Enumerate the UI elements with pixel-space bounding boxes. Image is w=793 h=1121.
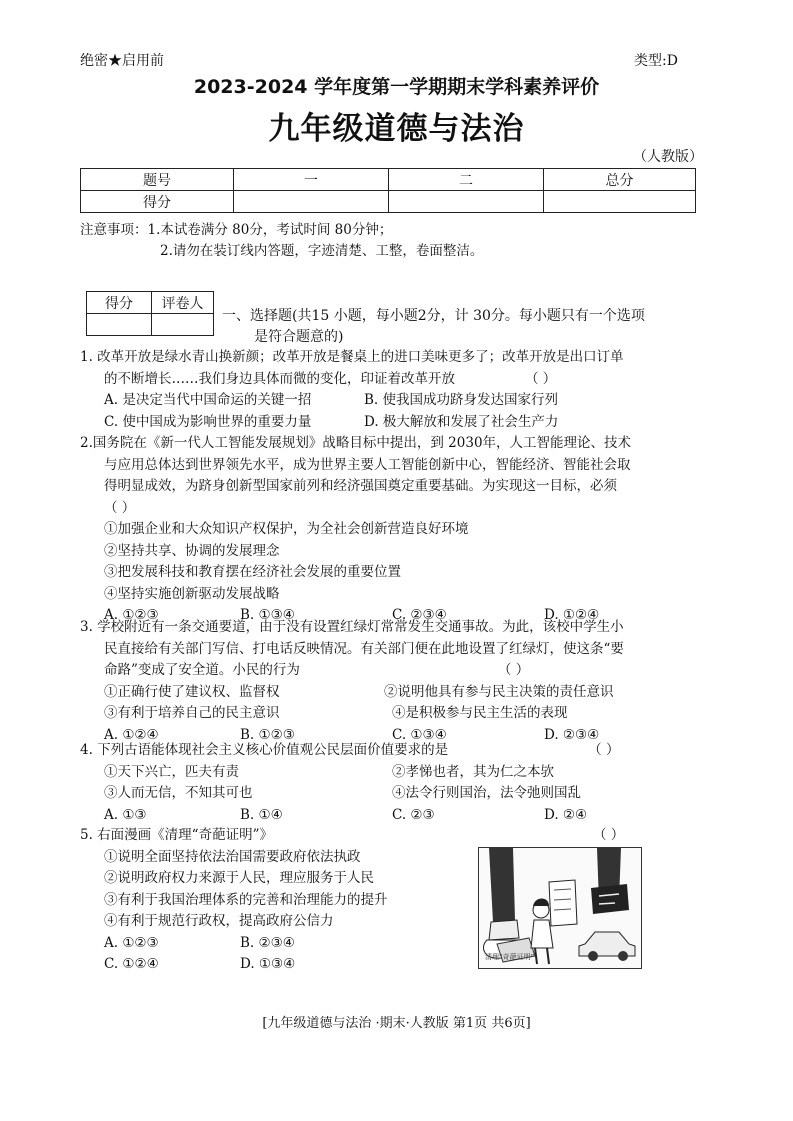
option-b[interactable]: B. ①③④ <box>240 607 295 623</box>
cartoon-document <box>549 880 577 926</box>
section-heading-line: 是符合题意的) <box>254 329 344 345</box>
exam-notes <box>80 220 483 262</box>
cartoon-person-body <box>531 920 553 948</box>
cartoon-wheel <box>588 951 598 961</box>
option-c[interactable]: C. ①③④ <box>392 726 447 743</box>
option-a[interactable]: A. ①②③ <box>104 607 159 623</box>
option-d[interactable]: D. ②③④ <box>544 726 600 743</box>
statement: ④法令行则国治，法令弛则国乱 <box>392 785 581 801</box>
cartoon-wheel <box>618 951 628 961</box>
section-one-heading <box>222 306 722 348</box>
option-row <box>80 412 624 434</box>
option-a[interactable]: A. ①②④ <box>104 726 159 743</box>
cartoon-drawing <box>479 848 641 968</box>
exam-type-label: 类型:D <box>634 53 678 69</box>
score-cell: 得分 <box>81 191 234 213</box>
statement: ②说明他具有参与民主决策的责任意识 <box>384 683 614 700</box>
grader-reviewer-label: 评卷人 <box>152 292 214 314</box>
cartoon-image <box>478 847 642 969</box>
score-table <box>80 168 696 213</box>
option-b[interactable]: B. ①②③ <box>240 726 295 743</box>
option-c[interactable]: C. ②③ <box>392 806 435 823</box>
score-cell: 二 <box>389 169 544 191</box>
question-stem: 命路”变成了安全道。小民的行为 （ ） <box>104 662 530 678</box>
cartoon-sleeve-left <box>489 848 515 922</box>
statement: ①正确行使了建议权、监督权 <box>104 683 280 700</box>
option-d[interactable]: D. ①②④ <box>544 607 600 623</box>
question-2 <box>80 433 631 627</box>
subject-title: 九年级道德与法治 <box>268 111 525 147</box>
answer-bracket[interactable]: （ ） <box>497 662 530 678</box>
cartoon-caption: 清理“奇葩证明” <box>485 953 535 961</box>
page-footer: [九年级道德与法治 ·期末·人教版 第1页 共6页] <box>262 1016 531 1031</box>
exam-title: 2023-2024 学年度第一学期期末学科素养评价 <box>193 76 600 98</box>
option-row <box>80 805 619 827</box>
statement: ①说明全面坚持依法治国需要政府依法执政 <box>104 848 361 865</box>
grader-score-cell[interactable] <box>87 314 152 336</box>
note-line: 注意事项：1.本试卷满分 80分，考试时间 80分钟； <box>80 222 393 238</box>
option-c[interactable]: C. ②③④ <box>392 607 447 623</box>
cartoon-car <box>579 932 635 956</box>
option-d[interactable]: D. 极大解放和发展了社会生产力 <box>364 413 559 430</box>
statement: ④有利于规范行政权，提高政府公信力 <box>104 913 334 929</box>
question-stem: 1. 改革开放是绿水青山换新颜；改革开放是餐桌上的进口美味更多了；改革开放是出口订单 <box>80 349 624 365</box>
option-a[interactable]: A. 是决定当代中国命运的关键一招 <box>104 392 312 408</box>
option-b[interactable]: B. 使我国成功跻身发达国家行列 <box>364 392 559 408</box>
statement: ①天下兴亡，匹夫有责 <box>104 763 239 780</box>
statement: ③人而无信，不知其可也 <box>104 785 253 801</box>
grader-score-label: 得分 <box>87 292 152 314</box>
statement: ②坚持共享、协调的发展理念 <box>104 542 280 559</box>
option-b[interactable]: B. ①④ <box>240 806 283 823</box>
answer-bracket[interactable]: （ ） <box>588 742 620 758</box>
score-table-header-row <box>81 169 696 191</box>
option-a[interactable]: A. ①②③ <box>104 934 159 951</box>
question-stem: 民直接给有关部门写信、打电话反映情况。有关部门便在此地设置了红绿灯，使这条“要 <box>104 640 624 657</box>
statement: ①加强企业和大众知识产权保护，为全社会创新营造良好环境 <box>104 521 469 537</box>
answer-bracket[interactable]: （ ） <box>592 827 625 843</box>
score-cell: 总分 <box>544 169 696 191</box>
question-1 <box>80 347 624 433</box>
score-cell[interactable] <box>389 191 544 213</box>
note-line: 2.请勿在装订线内答题，字迹清楚、工整，卷面整洁。 <box>160 243 484 259</box>
cartoon-cuff <box>489 920 519 940</box>
statement: ③把发展科技和教育摆在经济社会发展的重要位置 <box>104 564 401 580</box>
answer-bracket[interactable]: （ ） <box>525 370 557 387</box>
option-d[interactable]: D. ①③④ <box>240 956 296 972</box>
grader-table <box>86 291 214 336</box>
edition-label: （人教版） <box>633 149 703 165</box>
option-d[interactable]: D. ②④ <box>544 806 588 823</box>
question-stem: 得明显成效，为跻身创新型国家前列和经济强国奠定重要基础。为实现这一目标，必须 <box>104 478 617 494</box>
question-stem: 5. 右面漫画《清理“奇葩证明”》 （ ） <box>80 827 625 843</box>
statement: ③有利于我国治理体系的完善和治理能力的提升 <box>104 891 388 908</box>
statement: ④是积极参与民主生活的表现 <box>392 705 568 721</box>
statement: ②孝悌也者，其为仁之本欤 <box>392 763 554 780</box>
option-row <box>80 390 624 412</box>
question-stem: 2.国务院在《新一代人工智能发展规划》战略目标中提出，到 2030年，人工智能理论、技术 <box>80 435 632 451</box>
confidential-label: 绝密★启用前 <box>80 53 164 69</box>
question-3 <box>80 617 624 746</box>
score-cell: 题号 <box>81 169 234 191</box>
cartoon-person-legs <box>535 948 549 964</box>
cartoon-person-hair <box>533 899 549 907</box>
statement-row <box>80 703 624 725</box>
question-stem: 与应用总体达到世界领先水平，成为世界主要人工智能创新中心，智能经济、智能社会取 <box>104 456 631 473</box>
cartoon-sign <box>591 884 629 914</box>
option-b[interactable]: B. ②③④ <box>240 934 295 951</box>
option-c[interactable]: C. 使中国成为影响世界的重要力量 <box>104 413 312 430</box>
statement-row <box>80 682 624 704</box>
statement: ③有利于培养自己的民主意识 <box>104 705 280 721</box>
question-stem: 4. 下列古语能体现社会主义核心价值观公民层面价值要求的是 （ ） <box>80 742 620 758</box>
score-cell: 一 <box>234 169 389 191</box>
score-cell[interactable] <box>544 191 696 213</box>
grader-reviewer-cell[interactable] <box>152 314 214 336</box>
option-a[interactable]: A. ①③ <box>104 806 147 823</box>
statement: ②说明政府权力来源于人民，理应服务于人民 <box>104 870 374 886</box>
score-table-score-row <box>81 191 696 213</box>
section-heading-line: 一、选择题(共15 小题，每小题2分，计 30分。每小题只有一个选项 <box>222 308 645 324</box>
statement: ④坚持实施创新驱动发展战略 <box>104 585 280 602</box>
score-cell[interactable] <box>234 191 389 213</box>
statement-row <box>80 783 619 805</box>
question-stem: 的不断增长……我们身边具体而微的变化，印证着改革开放 （ ） <box>104 370 557 387</box>
question-stem: 3. 学校附近有一条交通要道，由于没有设置红绿灯常常发生交通事故。为此，该校中学生小 <box>80 619 624 635</box>
statement-row <box>80 762 619 784</box>
question-4 <box>80 740 619 826</box>
answer-bracket[interactable]: （ ） <box>104 499 136 516</box>
option-c[interactable]: C. ①②④ <box>104 956 159 972</box>
